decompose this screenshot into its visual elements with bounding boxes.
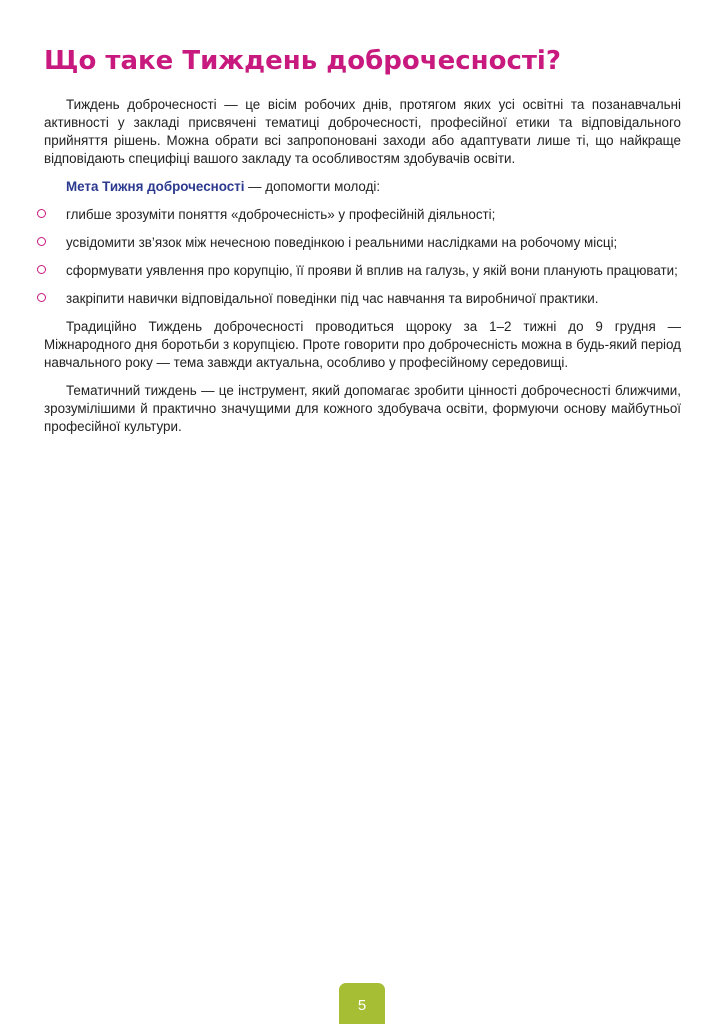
- page-title: Що таке Тиждень доброчесності?: [44, 46, 561, 76]
- list-item: [44, 290, 681, 308]
- goal-statement: [44, 178, 681, 196]
- instrument-paragraph: Тематичний тиждень — це інструмент, який допомагає зробити цінності доброчесності ближчими, зрозумілішими й практично значущими для кожного здобувача освіти, формуючи основу майбутньої професійної культури.: [44, 383, 681, 434]
- goals-list: [44, 206, 681, 308]
- intro-paragraph: Тиждень доброчесності — це вісім робочих днів, протягом яких усі освітні та позанавчальні активності у закладі присвячені тематиці доброчесності, професійної етики та відповідального прийняття рішень. Можна обрати всі запропоновані заходи або адаптувати лише ті, що найкраще відповідають специфіці вашого закладу та особливостям здобувачів освіти.: [44, 97, 681, 166]
- tradition-paragraph: Традиційно Тиждень доброчесності проводиться щороку за 1–2 тижні до 9 грудня — Міжнародного дня боротьби з корупцією. Проте говорити про доброчесність можна в будь-який період навчального року — тема завжди актуальна, особливо у професійному середовищі.: [44, 319, 681, 370]
- list-item: [44, 262, 681, 280]
- circle-bullet-icon: [37, 293, 46, 302]
- page-number: 5: [339, 983, 385, 1024]
- list-item-text: сформувати уявлення про корупцію, її прояви й вплив на галузь, у якій вони планують працювати;: [66, 263, 678, 278]
- circle-bullet-icon: [37, 265, 46, 274]
- list-item-text: глибше зрозуміти поняття «доброчесність» у професійній діяльності;: [66, 207, 496, 222]
- goal-text: — допомогти молоді:: [244, 179, 381, 194]
- list-item-text: закріпити навички відповідальної поведінки під час навчання та виробничої практики.: [66, 291, 599, 306]
- circle-bullet-icon: [37, 209, 46, 218]
- goal-label: Мета Тижня доброчесності: [66, 179, 245, 194]
- main-content: [44, 96, 681, 446]
- list-item-text: усвідомити зв’язок між нечесною поведінкою і реальними наслідками на робочому місці;: [66, 235, 618, 250]
- list-item: [44, 234, 681, 252]
- list-item: [44, 206, 681, 224]
- circle-bullet-icon: [37, 237, 46, 246]
